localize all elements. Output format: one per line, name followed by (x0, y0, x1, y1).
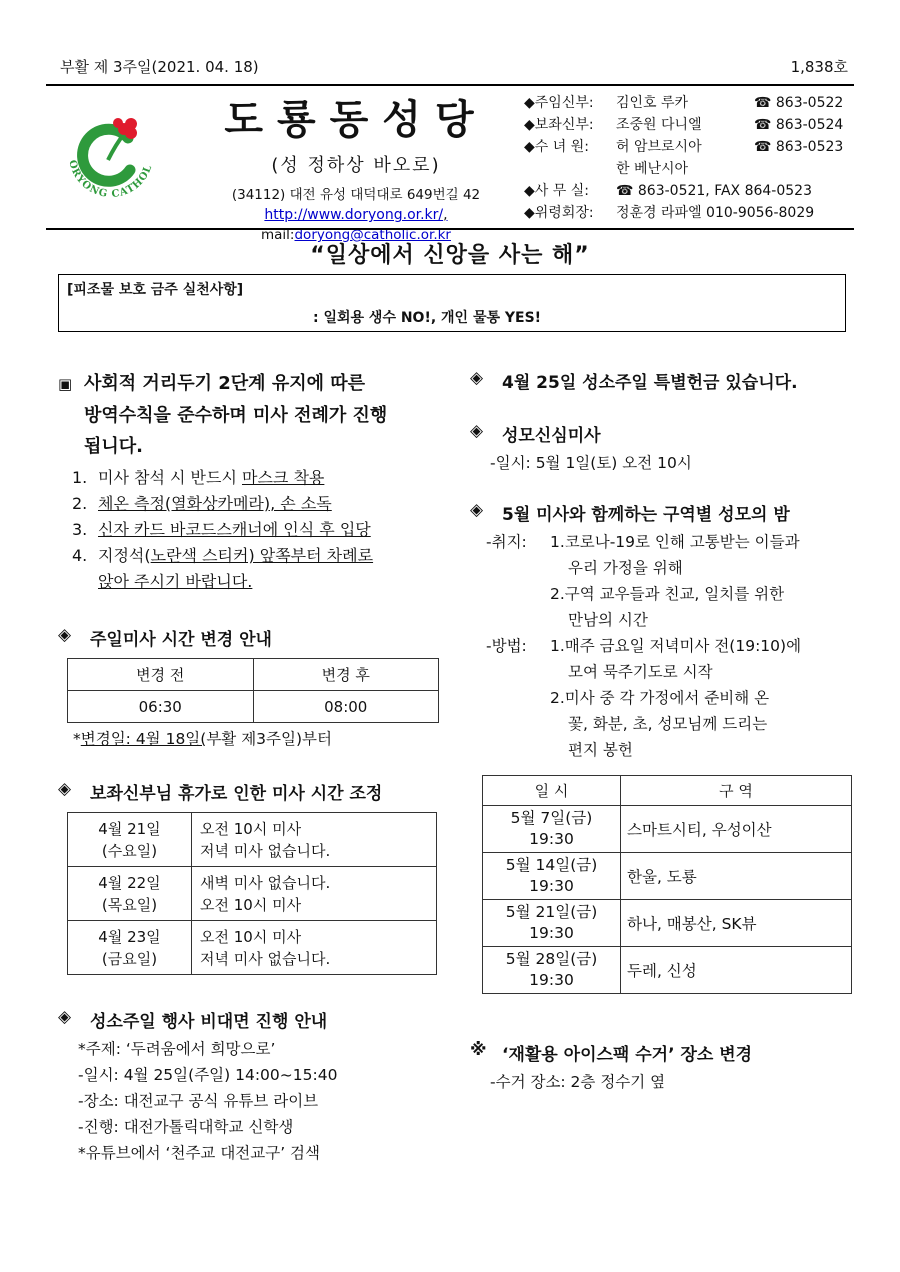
may-night-line (470, 633, 856, 659)
church-url-line (196, 207, 516, 223)
may-night-line (470, 685, 856, 711)
seminary-line: *유튜브에서 ‘천주교 대전교구’ 검색 (78, 1144, 321, 1162)
may-table-time: 19:30 (529, 830, 574, 848)
diamond-icon: ◈ (470, 421, 484, 441)
staff-phone: ☎ 863-0523 (754, 139, 844, 155)
issue-number: 1,838호 (790, 58, 848, 76)
mail-label: mail: (261, 227, 295, 243)
distancing-heading-2: 방역수칙을 준수하며 미사 전례가 진행 (84, 405, 388, 426)
may-table-area: 스마트시티, 우성이산 (621, 806, 852, 853)
vacation-day: (목요일) (101, 895, 158, 914)
distancing-item (58, 465, 450, 491)
sunday-mass-value-after: 08:00 (253, 691, 439, 723)
distancing-heading-3: 됩니다. (84, 436, 144, 457)
may-table-time: 19:30 (529, 924, 574, 942)
item-number: 2. (72, 494, 88, 513)
item-text-underlined: 체온 측정(열화상카메라), 손 소독 (98, 494, 332, 513)
may-night-text: 1.코로나-19로 인해 고통받는 이들과 (550, 533, 800, 551)
may-night-label (486, 581, 550, 607)
may-table-time: 19:30 (529, 877, 574, 895)
item-number: 3. (72, 520, 88, 539)
sunday-mass-header-before: 변경 전 (68, 659, 254, 691)
reference-mark-icon: ※ (470, 1040, 487, 1060)
staff-row (524, 158, 864, 180)
vacation-table (67, 812, 437, 975)
may-table-row (483, 806, 852, 853)
may-table-area: 두레, 신성 (621, 947, 852, 994)
sunday-mass-heading (58, 625, 450, 650)
vacation-heading (58, 779, 450, 804)
creation-care-notice (58, 274, 846, 332)
diamond-icon: ◈ (470, 500, 484, 520)
vacation-row (68, 921, 437, 975)
may-night-text: 모여 묵주기도로 시작 (568, 663, 713, 681)
heart-mass-title: 성모신심미사 (502, 426, 601, 446)
seminary-title: 성소주일 행사 비대면 진행 안내 (90, 1012, 328, 1032)
church-header (196, 88, 516, 243)
icepack-title: ‘재활용 아이스팩 수거’ 장소 변경 (502, 1045, 753, 1065)
staff-row (524, 136, 864, 158)
right-column (470, 368, 856, 1095)
item-text: 지정석( (98, 546, 151, 565)
vacation-day: (수요일) (101, 841, 158, 860)
collection-title: 4월 25일 성소주일 특별헌금 있습니다. (502, 373, 798, 393)
may-night-text: 만남의 시간 (568, 611, 648, 629)
staff-label: ◆위령회장: (524, 205, 594, 221)
item-text-underlined: 마스크 착용 (242, 468, 325, 487)
may-table-row (483, 900, 852, 947)
may-night-label (486, 555, 550, 581)
staff-directory (524, 92, 864, 224)
church-address: (34112) 대전 유성 대덕대로 649번길 42 (231, 187, 481, 203)
heart-mass-line: -일시: 5월 1일(토) 오전 10시 (490, 454, 692, 472)
staff-name: 김인호 루카 (616, 95, 689, 111)
may-night-table (482, 775, 852, 994)
may-night-label (486, 737, 550, 763)
year-motto: “일상에서 신앙을 사는 해” (310, 243, 590, 268)
vacation-day: (금요일) (101, 949, 158, 968)
staff-name: ☎ 863-0521, FAX 864-0523 (616, 183, 812, 199)
seminary-details (58, 1036, 450, 1166)
vacation-date-cell (68, 813, 192, 867)
seminary-line: -일시: 4월 25일(주일) 14:00~15:40 (78, 1066, 338, 1084)
vacation-title: 보좌신부님 휴가로 인한 미사 시간 조정 (90, 784, 383, 804)
church-logo (58, 104, 164, 210)
staff-row (524, 114, 864, 136)
distancing-heading (58, 368, 450, 462)
sunday-mass-header-after: 변경 후 (253, 659, 439, 691)
staff-phone: ☎ 863-0524 (754, 117, 844, 133)
diamond-icon: ◈ (58, 625, 72, 645)
vacation-detail-cell (192, 813, 437, 867)
church-mail-link[interactable]: doryong@catholic.or.kr (294, 227, 451, 243)
may-table-date: 5월 14일(금) (505, 856, 598, 874)
distancing-heading-1: 사회적 거리두기 2단계 유지에 따른 (84, 373, 366, 394)
seminary-heading (58, 1007, 450, 1032)
may-table-header-row (483, 776, 852, 806)
vacation-line-2: 저녁 미사 없습니다. (200, 949, 331, 968)
may-night-label (486, 711, 550, 737)
staff-name: 조중원 다니엘 (616, 117, 702, 133)
sunday-mass-note (58, 727, 450, 749)
may-night-line (470, 581, 856, 607)
church-url-link[interactable]: http://www.doryong.or.kr/ (264, 207, 444, 223)
may-night-label (486, 659, 550, 685)
left-column (58, 368, 450, 1166)
may-night-line (470, 711, 856, 737)
may-night-heading (470, 500, 856, 525)
distancing-item (58, 543, 450, 569)
may-night-details (470, 529, 856, 763)
item-number: 4. (72, 546, 88, 565)
vacation-line-2: 오전 10시 미사 (200, 895, 302, 914)
may-night-text: 1.매주 금요일 저녁미사 전(19:10)에 (550, 637, 802, 655)
vacation-date: 4월 21일 (98, 819, 161, 838)
distancing-list (58, 465, 450, 569)
may-night-line (470, 737, 856, 763)
church-patron: (성 정하상 바오로) (271, 155, 441, 176)
staff-row (524, 202, 864, 224)
vacation-row (68, 867, 437, 921)
vacation-date-cell (68, 921, 192, 975)
note-prefix: * (73, 730, 81, 748)
square-icon: ▣ (58, 375, 73, 393)
collection-heading (470, 368, 856, 393)
may-table-date: 5월 28일(금) (505, 950, 598, 968)
may-night-text: 2.미사 중 각 가정에서 준비해 온 (550, 689, 770, 707)
staff-name: 한 베난시아 (616, 161, 689, 177)
sunday-mass-value-before: 06:30 (68, 691, 254, 723)
vacation-date: 4월 23일 (98, 927, 161, 946)
seminary-line: *주제: ‘두려움에서 희망으로’ (78, 1040, 276, 1058)
seminary-line: -진행: 대전가톨릭대학교 신학생 (78, 1118, 294, 1136)
may-table-row (483, 947, 852, 994)
icepack-heading (470, 1040, 856, 1065)
distancing-item (58, 517, 450, 543)
header-divider-top (46, 84, 854, 86)
diamond-icon: ◈ (470, 368, 484, 388)
issue-date: 부활 제 3주일(2021. 04. 18) (60, 58, 259, 76)
note-underlined: 변경일: 4월 18일( (80, 730, 207, 748)
notice-body: : 일회용 생수 NO!, 개인 물통 YES! (313, 310, 542, 326)
staff-label (524, 158, 616, 180)
may-night-label: -취지: (486, 533, 527, 551)
staff-row (524, 180, 864, 202)
vacation-row (68, 813, 437, 867)
may-night-label (486, 607, 550, 633)
staff-label: ◆수 녀 원: (524, 139, 589, 155)
icepack-line: -수거 장소: 2층 정수기 옆 (490, 1073, 666, 1091)
may-table-date-cell (483, 900, 621, 947)
staff-label: ◆주임신부: (524, 95, 594, 111)
vacation-date: 4월 22일 (98, 873, 161, 892)
vacation-line-1: 오전 10시 미사 (200, 927, 302, 946)
may-night-text: 꽃, 화분, 초, 성모님께 드리는 (568, 715, 768, 733)
distancing-item-4-cont-text: 앉아 주시기 바랍니다. (98, 572, 253, 591)
may-night-line (470, 529, 856, 555)
may-night-line (470, 555, 856, 581)
staff-phone: ☎ 863-0522 (754, 95, 844, 111)
note-suffix: 부활 제3주일)부터 (206, 730, 332, 748)
may-night-title: 5월 미사와 함께하는 구역별 성모의 밤 (502, 505, 790, 525)
may-table-header-date: 일 시 (483, 776, 621, 806)
may-table-time: 19:30 (529, 971, 574, 989)
may-table-area: 하나, 매봉산, SK뷰 (621, 900, 852, 947)
sunday-mass-table (67, 658, 439, 723)
may-night-line (470, 659, 856, 685)
may-table-date: 5월 7일(금) (510, 809, 593, 827)
may-table-date-cell (483, 853, 621, 900)
may-table-row (483, 853, 852, 900)
may-table-date: 5월 21일(금) (505, 903, 598, 921)
item-text-underlined: 신자 카드 바코드스캐너에 인식 후 입당 (98, 520, 371, 539)
header-divider-bottom (46, 228, 854, 230)
may-table-date-cell (483, 806, 621, 853)
diamond-icon: ◈ (58, 1007, 72, 1027)
staff-name: 정훈경 라파엘 010-9056-8029 (616, 205, 815, 221)
logo-text: ORYONG CATHOL (66, 158, 155, 201)
may-night-line (470, 607, 856, 633)
sunday-mass-title: 주일미사 시간 변경 안내 (90, 630, 272, 650)
may-night-text: 편지 봉헌 (568, 741, 633, 759)
vacation-line-2: 저녁 미사 없습니다. (200, 841, 331, 860)
may-night-text: 우리 가정을 위해 (568, 559, 683, 577)
url-suffix: , (443, 207, 448, 223)
staff-label: ◆사 무 실: (524, 183, 589, 199)
staff-row (524, 92, 864, 114)
may-table-header-area: 구 역 (621, 776, 852, 806)
distancing-item (58, 491, 450, 517)
staff-name: 허 암브로시아 (616, 139, 702, 155)
item-number: 1. (72, 468, 88, 487)
may-night-label: -방법: (486, 637, 527, 655)
notice-title: [피조물 보호 금주 실천사항] (67, 282, 244, 298)
vacation-date-cell (68, 867, 192, 921)
distancing-item-4-cont (58, 569, 450, 595)
item-text: 미사 참석 시 반드시 (98, 468, 242, 487)
may-night-text: 2.구역 교우들과 친교, 일치를 위한 (550, 585, 785, 603)
vacation-detail-cell (192, 867, 437, 921)
may-table-date-cell (483, 947, 621, 994)
heart-mass-heading (470, 421, 856, 446)
may-table-area: 한울, 도룡 (621, 853, 852, 900)
staff-label: ◆보좌신부: (524, 117, 594, 133)
item-text-underlined: 노란색 스티커) 앞쪽부터 차례로 (150, 546, 374, 565)
seminary-line: -장소: 대전교구 공식 유튜브 라이브 (78, 1092, 319, 1110)
church-name: 도룡동성당 (224, 97, 488, 143)
vacation-line-1: 오전 10시 미사 (200, 819, 302, 838)
diamond-icon: ◈ (58, 779, 72, 799)
may-night-label (486, 685, 550, 711)
vacation-detail-cell (192, 921, 437, 975)
vacation-line-1: 새벽 미사 없습니다. (200, 873, 331, 892)
